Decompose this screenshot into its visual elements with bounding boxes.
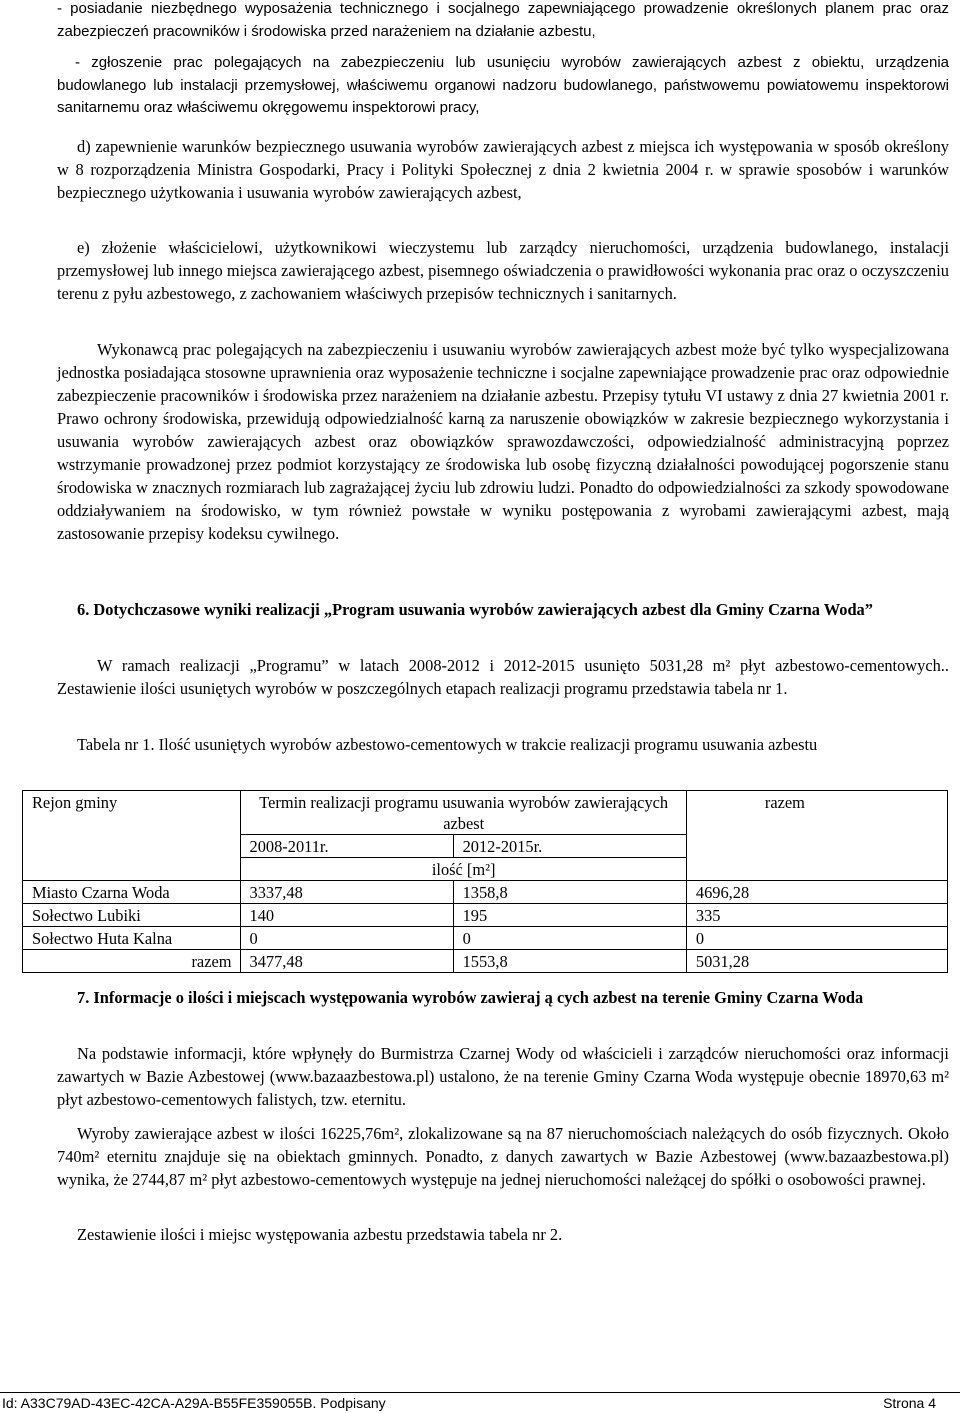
table-row (23, 904, 948, 927)
row-total: 5031,28 (686, 950, 947, 973)
paragraph-sources: Na podstawie informacji, które wpłynęły do Burmistrza Czarnej Wody od właścicieli i zarządców nieruchomości oraz informacji zawartych w Bazie Azbestowej (www.bazaazbestowa.pl) ustalono, że na terenie Gminy Czarna Woda występuje obecnie 18970,63 m² płyt azbestowo-cementowych falistych, tzw. eternitu. (57, 1044, 949, 1109)
row-label: Sołectwo Huta Kalna (23, 927, 241, 950)
paragraph-notification: - zgłoszenie prac polegających na zabezpieczeniu lub usunięciu wyrobów zawierających azbest z obiektu, urządzenia budowlanego lub instalacji przemysłowej, właściwemu organowi nadzoru budowlanego, państwowemu powiatowemu inspektorowi sanitarnemu oraz właściwemu okręgowemu inspektorowi pracy, (57, 54, 949, 116)
row-value-period-2: 1358,8 (453, 881, 686, 904)
header-unit: ilość [m²] (240, 858, 686, 881)
row-value-period-2: 0 (453, 927, 686, 950)
row-value-period-2: 1553,8 (453, 950, 686, 973)
row-value-period-1: 3477,48 (240, 950, 453, 973)
table-row-total (23, 950, 948, 973)
row-label: Sołectwo Lubiki (23, 904, 241, 927)
paragraph-e: e) złożenie właścicielowi, użytkownikowi wieczystemu lub zarządcy nieruchomości, urządzenia budowlanego, instalacji przemysłowej lub innego miejsca zawierającego azbest, pisemnego oświadczenia o prawidłowości wykonania prac oraz o oczyszczeniu terenu z pyłu azbestowego, z zachowaniem właściwych przepisów technicznych i sanitarnych. (57, 238, 949, 303)
row-value-period-1: 0 (240, 927, 453, 950)
paragraph-d: d) zapewnienie warunków bezpiecznego usuwania wyrobów zawierających azbest z miejsca ich występowania w sposób określony w 8 rozporządzenia Ministra Gospodarki, Pracy i Polityki Społecznej z dnia 2 kwietnia 2004 r. w sprawie sposobów i warunków bezpiecznego użytkowania i usuwania wyrobów zawierających azbest, (57, 137, 949, 202)
row-value-period-1: 3337,48 (240, 881, 453, 904)
row-value-period-2: 195 (453, 904, 686, 927)
document-id: Id: A33C79AD-43EC-42CA-A29A-B55FE359055B. Podpisany (2, 1395, 386, 1411)
page-number: Strona 4 (883, 1395, 936, 1411)
paragraph-locations: Wyroby zawierające azbest w ilości 16225,76m², zlokalizowane są na 87 nieruchomościach należących do osób fizycznych. Około 740m² eternitu znajduje się na obiektach gminnych. Ponadto, z danych zawartych w Bazie Azbestowej (www.bazaazbestowa.pl) wynika, że 2744,87 m² płyt azbestowo-cementowych występuje na jednej nieruchomości należącej do spółki o osobowości prawnej. (57, 1124, 949, 1189)
paragraph-equipment: - posiadanie niezbędnego wyposażenia technicznego i socjalnego zapewniającego prowadzenie określonych planem prac oraz zabezpieczeń pracowników i środowiska przed narażeniem na działanie azbestu, (57, 0, 949, 40)
paragraph-table-2-ref: Zestawienie ilości i miejsc występowania azbestu przedstawia tabela nr 2. (77, 1225, 563, 1244)
table-1-caption: Tabela nr 1. Ilość usuniętych wyrobów azbestowo-cementowych w trakcie realizacji programu usuwania azbestu (77, 735, 818, 754)
row-total: 4696,28 (686, 881, 947, 904)
header-period-1: 2008-2011r. (240, 835, 453, 858)
header-razem: razem (686, 791, 947, 881)
row-total: 335 (686, 904, 947, 927)
paragraph-program-results: W ramach realizacji „Programu” w latach 2008-2012 i 2012-2015 usunięto 5031,28 m² płyt azbestowo-cementowych.. Zestawienie ilości usuniętych wyrobów w poszczególnych etapach realizacji programu przedstawia tabela nr 1. (57, 656, 949, 698)
table-row (23, 881, 948, 904)
row-label: razem (23, 950, 241, 973)
section-6-heading: 6. Dotychczasowe wyniki realizacji „Program usuwania wyrobów zawierających azbest dla Gminy Czarna Woda” (77, 600, 873, 619)
header-rejon: Rejon gminy (23, 791, 241, 881)
row-value-period-1: 140 (240, 904, 453, 927)
page-footer (0, 1392, 960, 1413)
table-row (23, 927, 948, 950)
header-period-2: 2012-2015r. (453, 835, 686, 858)
row-label: Miasto Czarna Woda (23, 881, 241, 904)
paragraph-contractor: Wykonawcą prac polegających na zabezpieczeniu i usuwaniu wyrobów zawierających azbest może być tylko wyspecjalizowana jednostka posiadająca stosowne uprawnienia oraz wyposażenie techniczne i socjalne zapewniające prowadzenie prac oraz odpowiednie zabezpieczenie pracowników i środowiska przez narażeniem na działanie azbestu. Przepisy tytułu VI ustawy z dnia 27 kwietnia 2001 r. Prawo ochrony środowiska, przewidują odpowiedzialność karną za naruszenie obowiązków w zakresie bezpiecznego wykorzystania i usuwania wyrobów zawierających azbest oraz obowiązków sprawozdawczości, odpowiedzialność administracyjną poprzez wstrzymanie prowadzonej przez podmiot korzystający ze środowiska lub osobę fizyczną działalności powodującej pogorszenie stanu środowiska w znacznych rozmiarach lub zagrażającej życiu lub zdrowiu ludzi. Ponadto do odpowiedzialności za szkody spowodowane oddziaływaniem na środowisko, w tym również powstałe w wyniku postępowania z wyrobami zawierającymi azbest, mają zastosowanie przepisy kodeksu cywilnego. (57, 340, 949, 543)
header-termin: Termin realizacji programu usuwania wyrobów zawierających azbest (240, 791, 686, 835)
section-7-heading: 7. Informacje o ilości i miejscach występowania wyrobów zawieraj ą cych azbest na terenie Gminy Czarna Woda (77, 988, 864, 1007)
row-total: 0 (686, 927, 947, 950)
table-1 (22, 790, 948, 973)
